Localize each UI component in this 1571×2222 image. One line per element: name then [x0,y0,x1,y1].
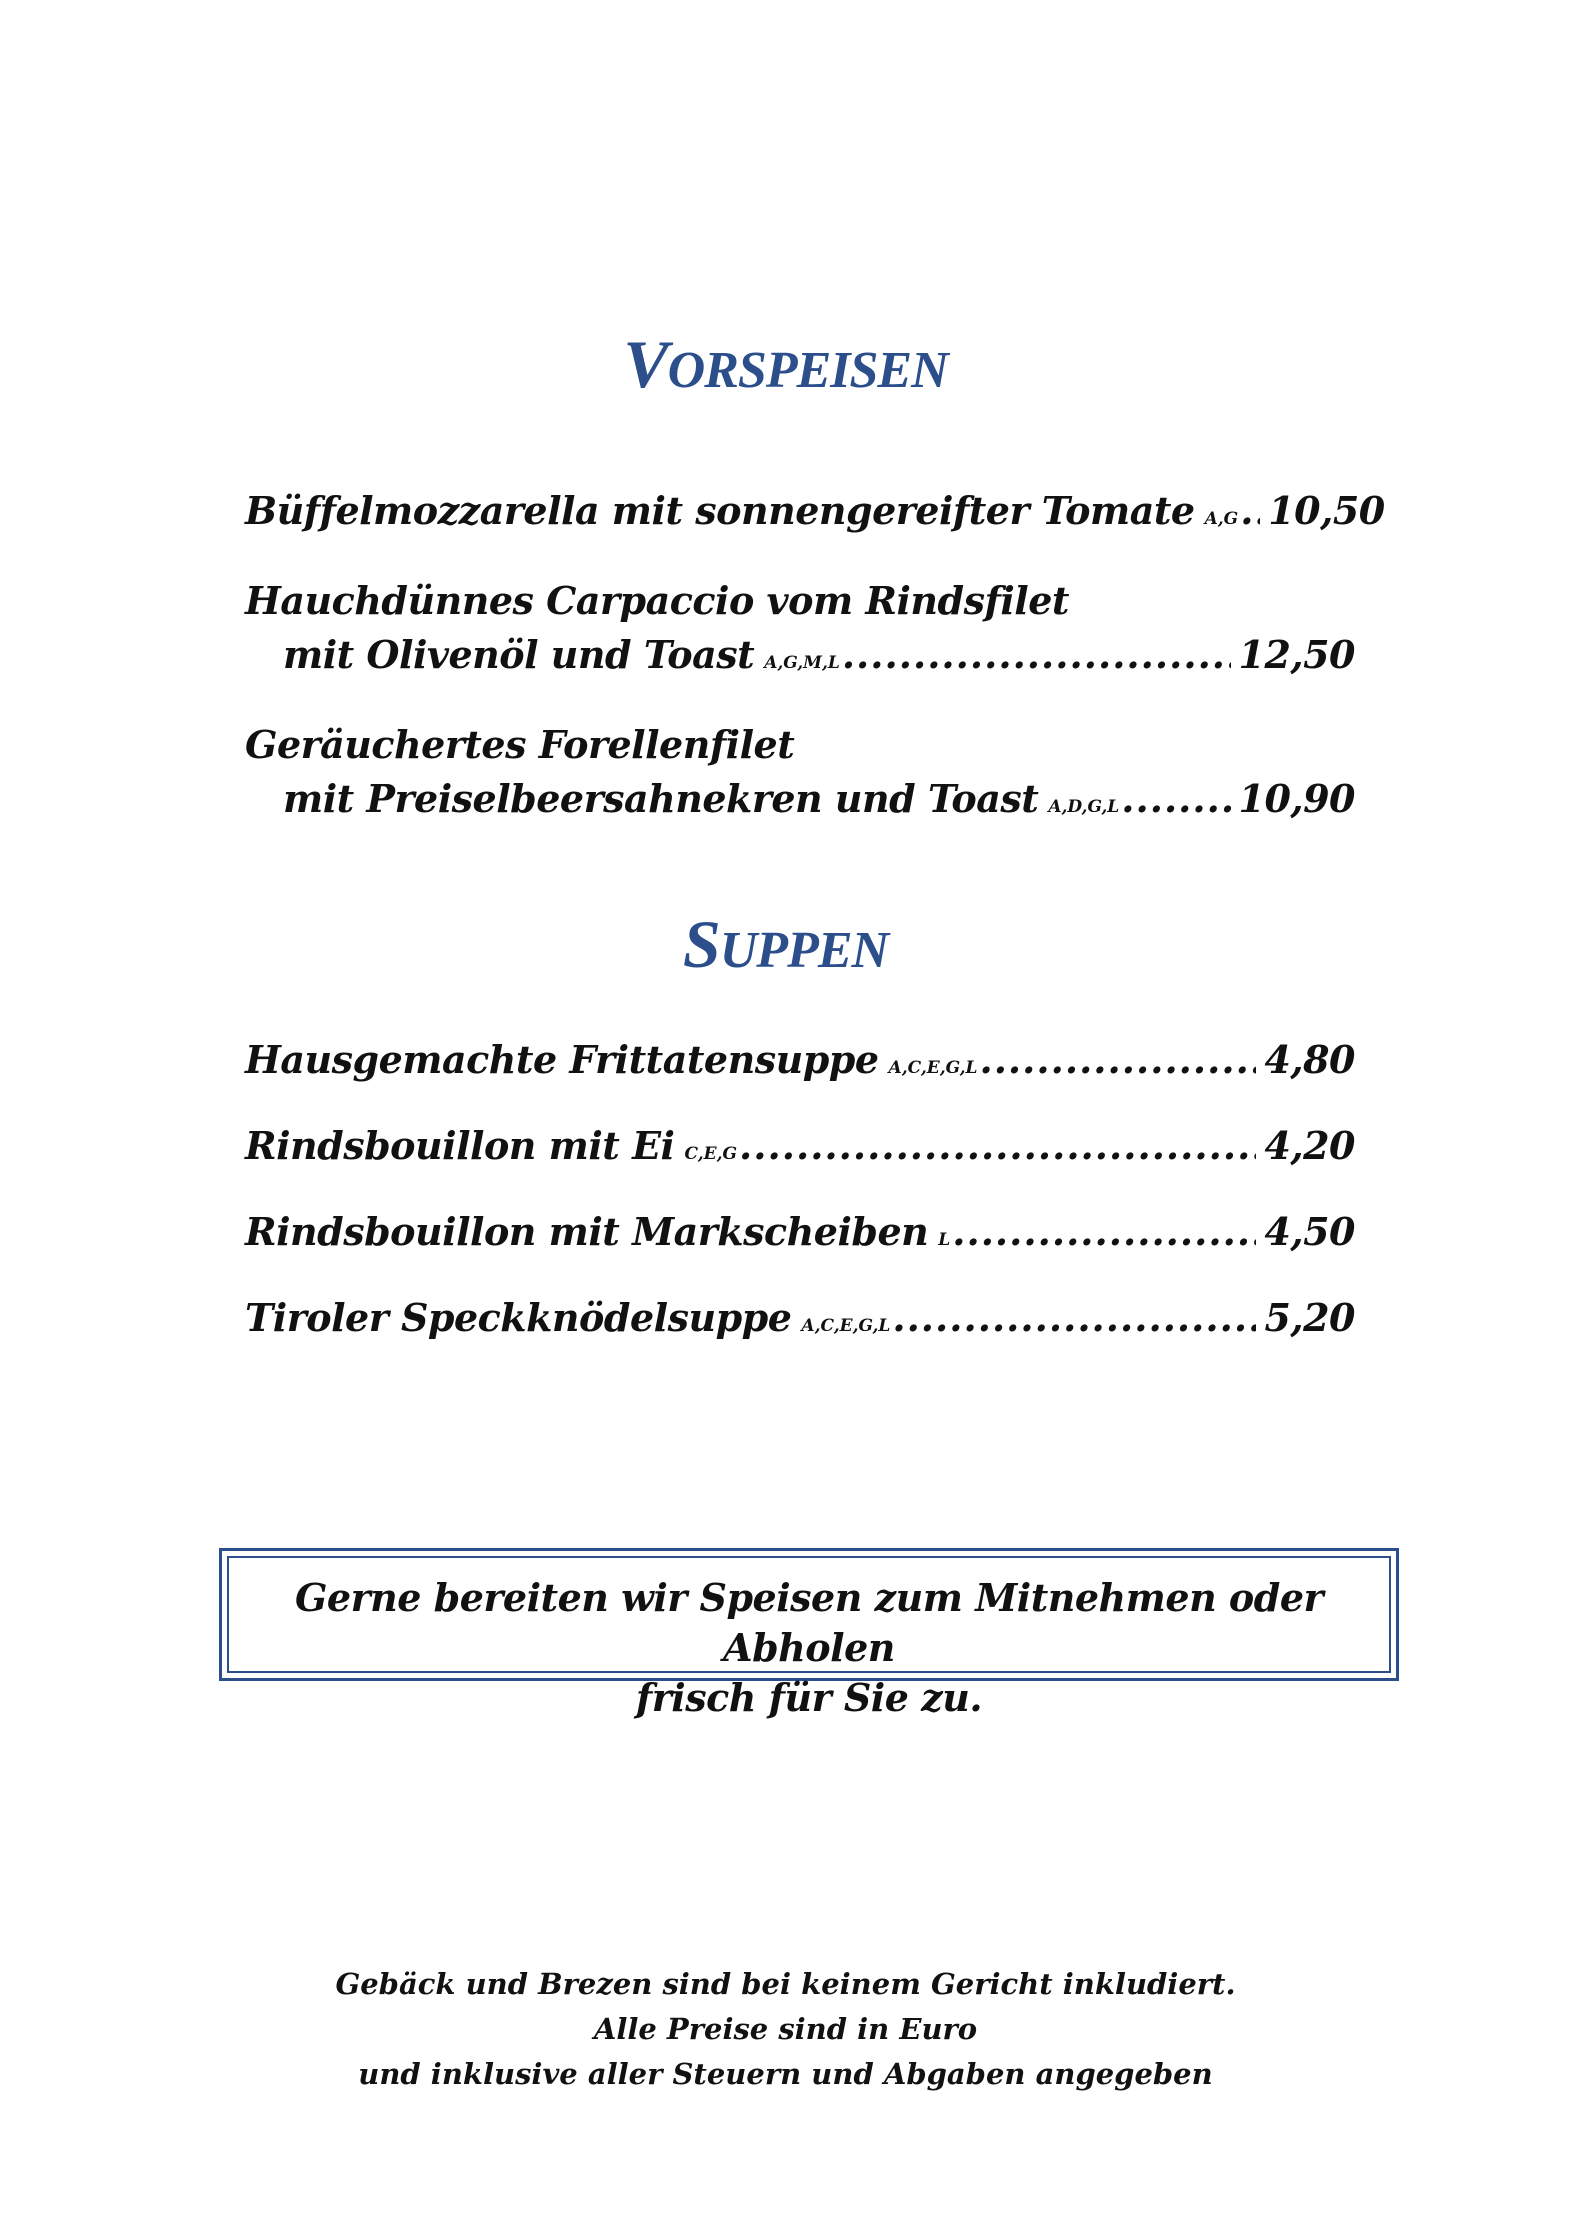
section-title-cap: V [623,326,668,402]
menu-item-line [245,1205,1355,1267]
dish-price: 4,80 [1264,1037,1355,1082]
dish-price: 4,50 [1264,1209,1355,1254]
menu-item-line [245,1119,1355,1181]
menu-item-line [245,1291,1355,1353]
dish-name: Hausgemachte Frittatensuppe [245,1037,879,1082]
menu-item-rindsbouillon-markscheiben [245,1205,1355,1267]
footer-line: und inklusive aller Steuern und Abgaben angegeben [358,2057,1213,2091]
menu-item-line [245,628,1355,690]
section-title-cap: S [682,906,720,982]
dish-name: Rindsbouillon mit Ei [245,1123,675,1168]
dot-leader [739,1119,1256,1173]
section-title-suppen [0,905,1571,984]
footer-line: Alle Preise sind in Euro [593,2012,978,2046]
dish-description: mit Preiselbeersahnekren und Toast [283,776,1039,821]
menu-item-bueffelmozzarella [245,484,1385,546]
dot-leader [1240,484,1260,538]
vorspeisen-list [245,484,1385,862]
section-title-rest: UPPEN [719,922,889,979]
allergen-codes: C,E,G [684,1144,738,1164]
dish-name: Rindsbouillon mit Markscheiben [245,1209,929,1254]
dot-leader [892,1291,1256,1345]
dish-price: 10,90 [1238,776,1355,821]
takeaway-notice-box [219,1548,1399,1720]
dish-name: Geräuchertes Forellenfilet [245,722,795,767]
menu-item-frittatensuppe [245,1033,1355,1095]
allergen-codes: A,G,M,L [764,653,840,673]
menu-item-line [245,484,1385,546]
dish-description: mit Olivenöl und Toast [283,632,755,677]
dish-price: 4,20 [1264,1123,1355,1168]
menu-item-carpaccio [245,574,1355,690]
dot-leader [952,1205,1256,1259]
takeaway-notice-text [222,1573,1396,1723]
dish-name: Büffelmozzarella mit sonnengereifter Tomate [245,488,1195,533]
dish-name: Hauchdünnes Carpaccio vom Rindsfilet [245,578,1069,623]
menu-item-forellenfilet [245,718,1355,834]
dot-leader [842,628,1231,682]
menu-item-rindsbouillon-ei [245,1119,1355,1181]
dot-leader [1121,772,1230,826]
menu-item-line [245,718,1355,772]
allergen-codes: A,C,E,G,L [888,1058,978,1078]
footer-line: Gebäck und Brezen sind bei keinem Gericht inkludiert. [335,1967,1236,2001]
notice-line: frisch für Sie zu. [635,1675,983,1720]
menu-item-line [245,772,1355,834]
menu-item-line [245,574,1355,628]
allergen-codes: A,C,E,G,L [801,1316,891,1336]
menu-item-line [245,1033,1355,1095]
notice-line: Gerne bereiten wir Speisen zum Mitnehmen oder Abholen [294,1575,1324,1670]
suppen-list [245,1033,1355,1377]
dish-name: Tiroler Speckknödelsuppe [245,1295,792,1340]
menu-item-speckknoedelsuppe [245,1291,1355,1353]
dish-price: 5,20 [1264,1295,1355,1340]
section-title-vorspeisen [0,325,1571,404]
section-title-rest: ORSPEISEN [667,342,948,399]
dot-leader [979,1033,1256,1087]
dish-price: 12,50 [1238,632,1355,677]
allergen-codes: A,D,G,L [1048,797,1120,817]
allergen-codes: L [938,1230,951,1250]
footer-note [0,1962,1571,2097]
allergen-codes: A,G [1204,509,1239,529]
dish-price: 10,50 [1268,488,1385,533]
